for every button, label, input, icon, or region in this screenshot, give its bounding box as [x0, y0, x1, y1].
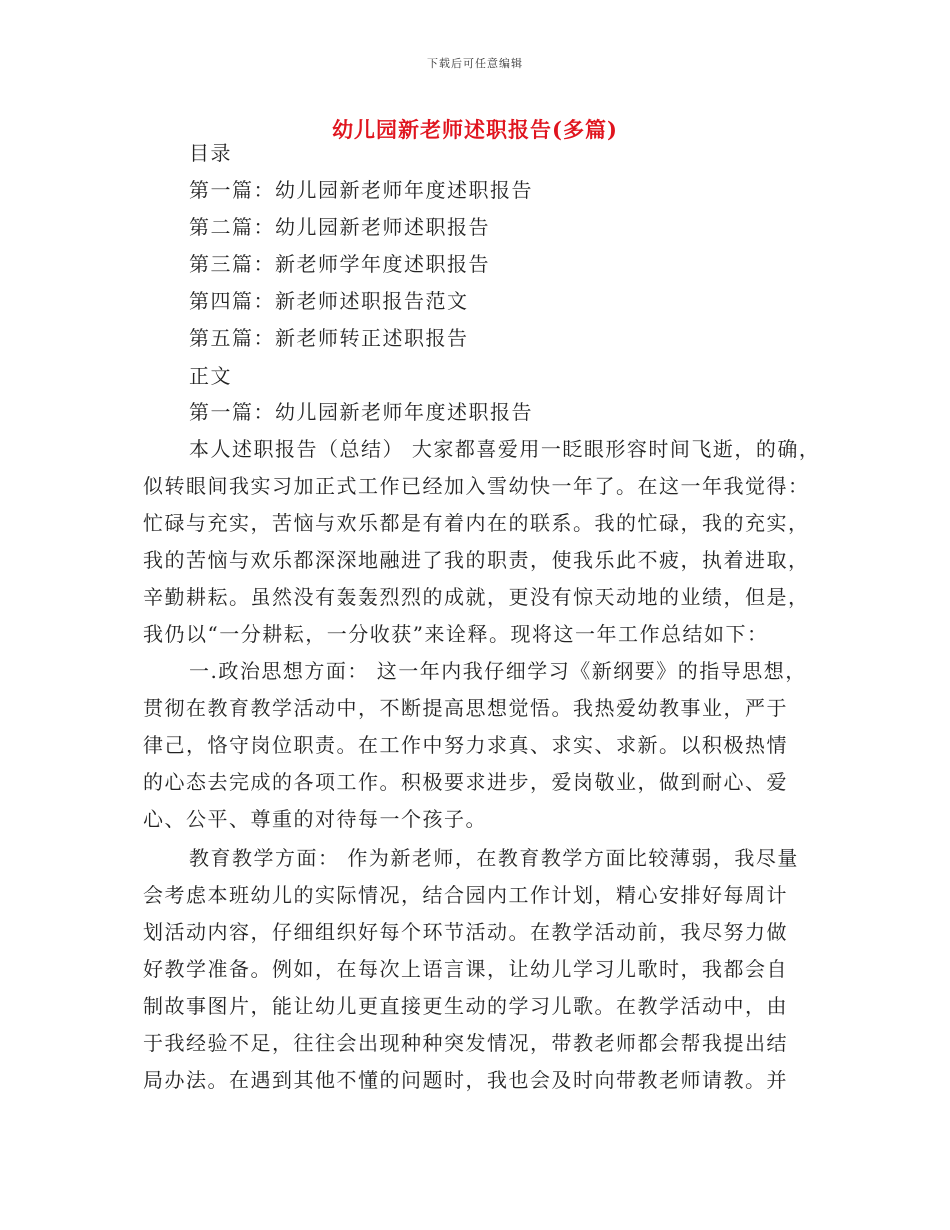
paragraph-line: 教育教学方面： 作为新老师，在教育教学方面比较薄弱，我尽量: [189, 846, 799, 870]
paragraph-line: 律己，恪守岗位职责。在工作中努力求真、求实、求新。以积极热情: [143, 733, 788, 757]
paragraph-line: 我仍以“一分耕耘，一分收获”来诠释。现将这一年工作总结如下：: [143, 622, 769, 646]
toc-item: 第二篇：幼儿园新老师述职报告: [189, 215, 490, 239]
paragraph-line: 本人述职报告（总结） 大家都喜爱用一眨眼形容时间飞逝，的确，: [189, 437, 821, 461]
paragraph-line: 辛勤耕耘。虽然没有轰轰烈烈的成就，更没有惊天动地的业绩，但是，: [143, 585, 810, 609]
paragraph-line: 会考虑本班幼儿的实际情况，结合园内工作计划，精心安排好每周计: [143, 883, 788, 907]
paragraph-line: 划活动内容，仔细组织好每个环节活动。在教学活动前，我尽努力做: [143, 920, 788, 944]
section-title: 第一篇：幼儿园新老师年度述职报告: [189, 400, 533, 424]
paragraph-line: 似转眼间我实习加正式工作已经加入雪幼快一年了。在这一年我觉得：: [143, 474, 810, 498]
paragraph-line: 我的苦恼与欢乐都深深地融进了我的职责，使我乐此不疲，执着进取，: [143, 548, 810, 572]
paragraph-line: 一.政治思想方面： 这一年内我仔细学习《新纲要》的指导思想，: [189, 659, 807, 683]
toc-item: 第三篇：新老师学年度述职报告: [189, 252, 490, 276]
toc-item: 第四篇：新老师述职报告范文: [189, 289, 469, 313]
paragraph-line: 制故事图片，能让幼儿更直接更生动的学习儿歌。在教学活动中，由: [143, 994, 788, 1018]
paragraph-line: 局办法。在遇到其他不懂的问题时，我也会及时向带教老师请教。并: [143, 1068, 788, 1092]
paragraph-line: 心、公平、尊重的对待每一个孩子。: [143, 807, 487, 831]
paragraph-line: 好教学准备。例如，在每次上语言课，让幼儿学习儿歌时，我都会自: [143, 957, 788, 981]
body-heading: 正文: [189, 364, 232, 388]
paragraph-line: 贯彻在教育教学活动中，不断提高思想觉悟。我热爱幼教事业，严于: [143, 696, 788, 720]
toc-heading: 目录: [189, 141, 232, 165]
paragraph-line: 于我经验不足，往往会出现种种突发情况，带教老师都会帮我提出结: [143, 1031, 788, 1055]
paragraph-line: 的心态去完成的各项工作。积极要求进步，爱岗敬业，做到耐心、爱: [143, 770, 788, 794]
paragraph-line: 忙碌与充实，苦恼与欢乐都是有着内在的联系。我的忙碌，我的充实，: [143, 511, 810, 535]
toc-item: 第一篇：幼儿园新老师年度述职报告: [189, 178, 533, 202]
document-title: 幼儿园新老师述职报告(多篇): [332, 117, 618, 142]
toc-item: 第五篇：新老师转正述职报告: [189, 326, 469, 350]
header-note: 下载后可任意编辑: [427, 57, 523, 70]
